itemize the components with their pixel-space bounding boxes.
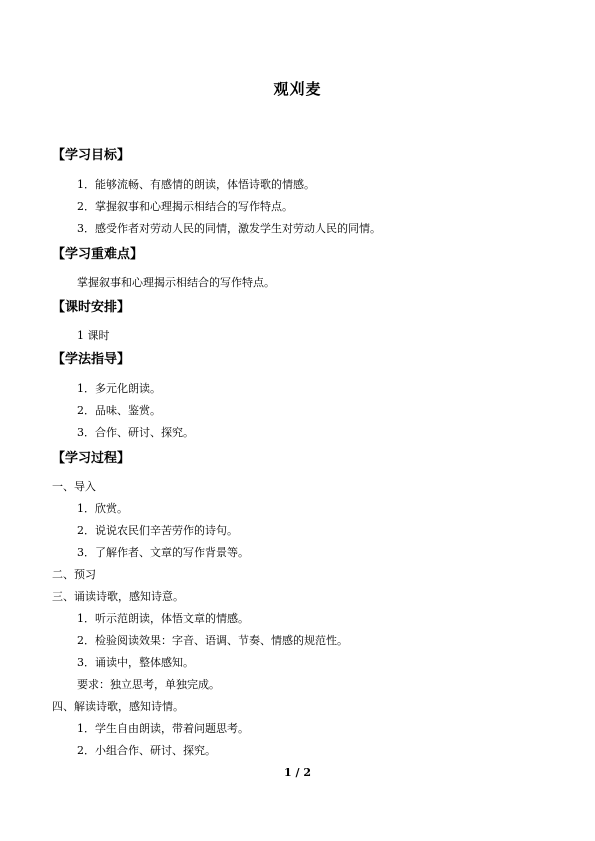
section-heading-keypoints: 【学习重难点】	[52, 247, 144, 262]
process-step-3-item: 3．诵读中，整体感知。	[77, 656, 194, 669]
method-item: 3．合作、研讨、探究。	[77, 426, 194, 439]
process-step-3: 三、诵读诗歌，感知诗意。	[52, 590, 184, 603]
process-step-3-requirement: 要求：独立思考，单独完成。	[77, 678, 220, 691]
method-item: 1．多元化朗读。	[77, 382, 161, 395]
process-step-3-item: 1．听示范朗读，体悟文章的情感。	[77, 612, 249, 625]
goal-item: 3．感受作者对劳动人民的同情，激发学生对劳动人民的同情。	[77, 222, 381, 235]
section-heading-goals: 【学习目标】	[52, 148, 131, 163]
process-step-1-item: 3．了解作者、文章的写作背景等。	[77, 546, 249, 559]
process-step-3-item: 2．检验阅读效果：字音、语调、节奏、情感的规范性。	[77, 634, 348, 647]
process-step-2: 二、预习	[52, 568, 96, 581]
section-heading-method: 【学法指导】	[52, 352, 131, 367]
method-item: 2．品味、鉴赏。	[77, 404, 161, 417]
page-number: 1 / 2	[284, 766, 311, 779]
process-step-4: 四、解读诗歌，感知诗情。	[52, 700, 184, 713]
section-heading-process: 【学习过程】	[52, 451, 131, 466]
process-step-4-item: 1．学生自由朗读，带着问题思考。	[77, 722, 249, 735]
process-step-1-item: 1．欣赏。	[77, 502, 128, 515]
process-step-1-item: 2．说说农民们辛苦劳作的诗句。	[77, 524, 238, 537]
process-step-1: 一、导入	[52, 480, 96, 493]
goal-item: 1．能够流畅、有感情的朗读，体悟诗歌的情感。	[77, 178, 315, 191]
keypoints-text: 掌握叙事和心理揭示相结合的写作特点。	[77, 276, 275, 289]
schedule-text: 1 课时	[77, 329, 110, 342]
process-step-4-item: 2．小组合作、研讨、探究。	[77, 744, 216, 757]
section-heading-schedule: 【课时安排】	[52, 300, 131, 315]
document-title: 观刈麦	[273, 80, 322, 98]
goal-item: 2．掌握叙事和心理揭示相结合的写作特点。	[77, 200, 293, 213]
